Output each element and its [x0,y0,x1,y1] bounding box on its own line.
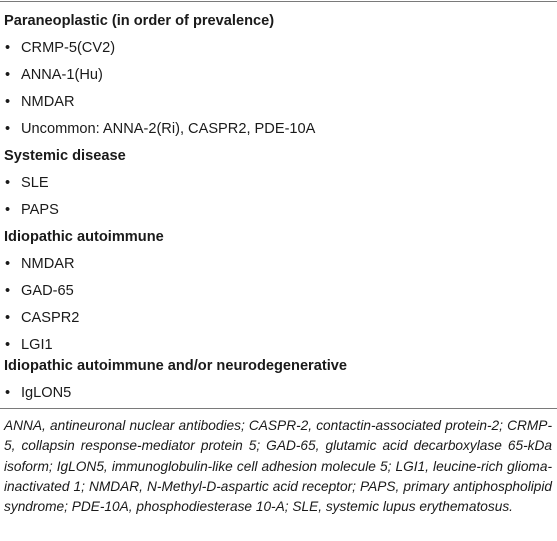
list-item-label: SLE [21,175,49,191]
bullet-icon: • [5,67,11,83]
section-heading-idiopathic-autoimmune: Idiopathic autoimmune [4,229,164,245]
section-heading-paraneoplastic: Paraneoplastic (in order of prevalence) [4,13,275,29]
table-footnote: ANNA, antineuronal nuclear antibodies; CASPR-2, contactin-associated protein-2; CRMP-5, collapsin response-mediator protein 5; GAD-65, glutamic acid decarboxylase 65-kDa isoform; IgLON5, immunoglobulin-like cell adhesion molecule 5; LGI1, leucine-rich glioma-inactivated 1; NMDAR, N-Methyl-D-aspartic acid receptor; PAPS, primary antiphospholipid syndrome; PDE-10A, phosphodiesterase 10-A; SLE, systemic lupus erythematosus. [4,418,552,515]
bullet-icon: • [5,175,11,191]
bullet-icon: • [5,337,11,353]
list-item [5,201,557,219]
section-heading-idiopathic-neurodegenerative: Idiopathic autoimmune and/or neurodegenerative [4,358,348,374]
bullet-icon: • [5,40,11,56]
bullet-icon: • [5,121,11,137]
list-item [5,282,557,300]
list-item [5,309,557,327]
list-item [5,336,557,354]
table-top-rule [0,1,557,2]
bullet-icon: • [5,256,11,272]
list-item-label: LGI1 [21,337,53,353]
list-item-label: CRMP-5(CV2) [21,40,116,56]
bullet-icon: • [5,310,11,326]
list-item [5,66,557,84]
list-item [5,255,557,273]
section-heading-systemic-disease: Systemic disease [4,148,126,164]
list-item-label: IgLON5 [21,385,72,401]
list-item [5,174,557,192]
bullet-icon: • [5,283,11,299]
list-item-label: PAPS [21,202,59,218]
list-item [5,39,557,57]
bullet-icon: • [5,385,11,401]
list-item [5,120,557,138]
list-item-label: NMDAR [21,256,75,272]
list-item-label: GAD-65 [21,283,74,299]
bullet-icon: • [5,202,11,218]
list-item-label: Uncommon: ANNA-2(Ri), CASPR2, PDE-10A [21,121,316,137]
bullet-icon: • [5,94,11,110]
list-item [5,93,557,111]
list-item-label: ANNA-1(Hu) [21,67,103,83]
list-item-label: CASPR2 [21,310,80,326]
list-item-label: NMDAR [21,94,75,110]
table-bottom-rule [0,408,557,409]
list-item [5,384,557,402]
